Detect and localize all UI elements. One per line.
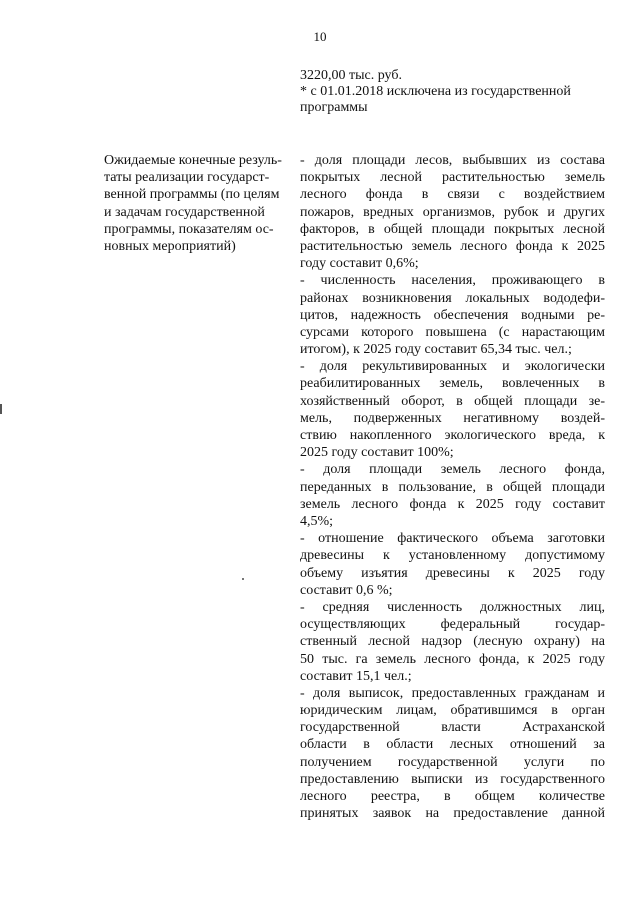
result-line: осуществляющих федеральный государ-: [300, 617, 605, 633]
result-line: 4,5%;: [300, 513, 334, 529]
result-line: принятых заявок на предоставление данной: [300, 806, 605, 822]
result-line: области в области лесных отношений за: [300, 737, 605, 753]
result-line: лесного фонда в связи с воздействием: [300, 187, 605, 203]
label-line: таты реализации государст-: [104, 170, 270, 186]
scan-artifact: [0, 404, 2, 414]
result-line: факторов, в общей площади покрытых лесной: [300, 221, 605, 237]
result-line: хозяйственный оборот, в общей площади зе-: [300, 393, 605, 409]
result-line: - средняя численность должностных лиц,: [300, 599, 605, 615]
result-line: - доля площади лесов, выбывших из состава: [300, 153, 605, 168]
page-number: 10: [313, 29, 327, 44]
result-line: - доля площади земель лесного фонда,: [300, 462, 605, 478]
exclusion-note: * с 01.01.2018 исключена из государственной: [300, 84, 571, 99]
exclusion-note-continued: программы: [300, 100, 368, 115]
result-line: растительностью земель лесного фонда к 2025: [300, 238, 605, 254]
result-line: составит 0,6 %;: [300, 582, 393, 598]
result-line: реабилитированных земель, вовлеченных в: [300, 376, 605, 392]
label-line: венной программы (по целям: [104, 187, 280, 203]
result-line: переданных в пользование, в общей площади: [300, 479, 605, 495]
result-line: юридическим лицам, обратившимся в орган: [300, 703, 605, 719]
result-line: предоставлению выписки из государственного: [300, 771, 605, 787]
result-line: получением государственной услуги по: [300, 754, 605, 770]
expected-results-list: [300, 152, 605, 822]
result-line: мель, подверженных негативному воздей-: [300, 410, 605, 426]
funding-note: [300, 68, 610, 116]
label-line: Ожидаемые конечные резуль-: [104, 153, 282, 168]
result-line: - доля рекультивированных и экологически: [300, 359, 605, 375]
result-line: государственной власти Астраханской: [300, 720, 605, 736]
result-line: покрытых лесной растительностью земель: [300, 170, 605, 186]
result-line: земель лесного фонда к 2025 году составит: [300, 496, 605, 512]
result-line: объему изъятия древесины к 2025 году: [300, 565, 605, 581]
row-label-expected-results: [104, 152, 296, 255]
result-line: составит 15,1 чел.;: [300, 668, 412, 684]
result-line: цитов, надежность обеспечения водными ре-: [300, 307, 605, 323]
label-line: программы, показателям ос-: [104, 221, 274, 237]
result-line: лесного реестра, в общем количестве: [300, 789, 605, 805]
result-line: ствию накопленного экологического вреда, к: [300, 428, 605, 444]
result-line: пожаров, вредных организмов, рубок и других: [300, 204, 605, 220]
result-line: - численность населения, проживающего в: [300, 273, 605, 289]
result-line: - доля выписок, предоставленных гражданам и: [300, 685, 605, 701]
label-line: и задачам государственной: [104, 204, 265, 220]
result-line: итогом), к 2025 году составит 65,34 тыс. чел.;: [300, 342, 572, 358]
result-line: 50 тыс. га земель лесного фонда, к 2025 году: [300, 651, 605, 667]
result-line: древесины к установленному допустимому: [300, 548, 605, 564]
result-line: - отношение фактического объема заготовки: [300, 531, 605, 547]
result-line: районах возникновения локальных вододефи-: [300, 290, 605, 306]
result-line: 2025 году составит 100%;: [300, 445, 454, 461]
scan-artifact: [242, 578, 244, 580]
label-line: новных мероприятий): [104, 239, 236, 255]
result-line: сурсами которого повышена (с нарастающим: [300, 324, 605, 340]
result-line: ственный лесной надзор (лесную охрану) на: [300, 634, 605, 650]
funding-amount: 3220,00 тыс. руб.: [300, 68, 402, 83]
result-line: году составит 0,6%;: [300, 256, 419, 272]
